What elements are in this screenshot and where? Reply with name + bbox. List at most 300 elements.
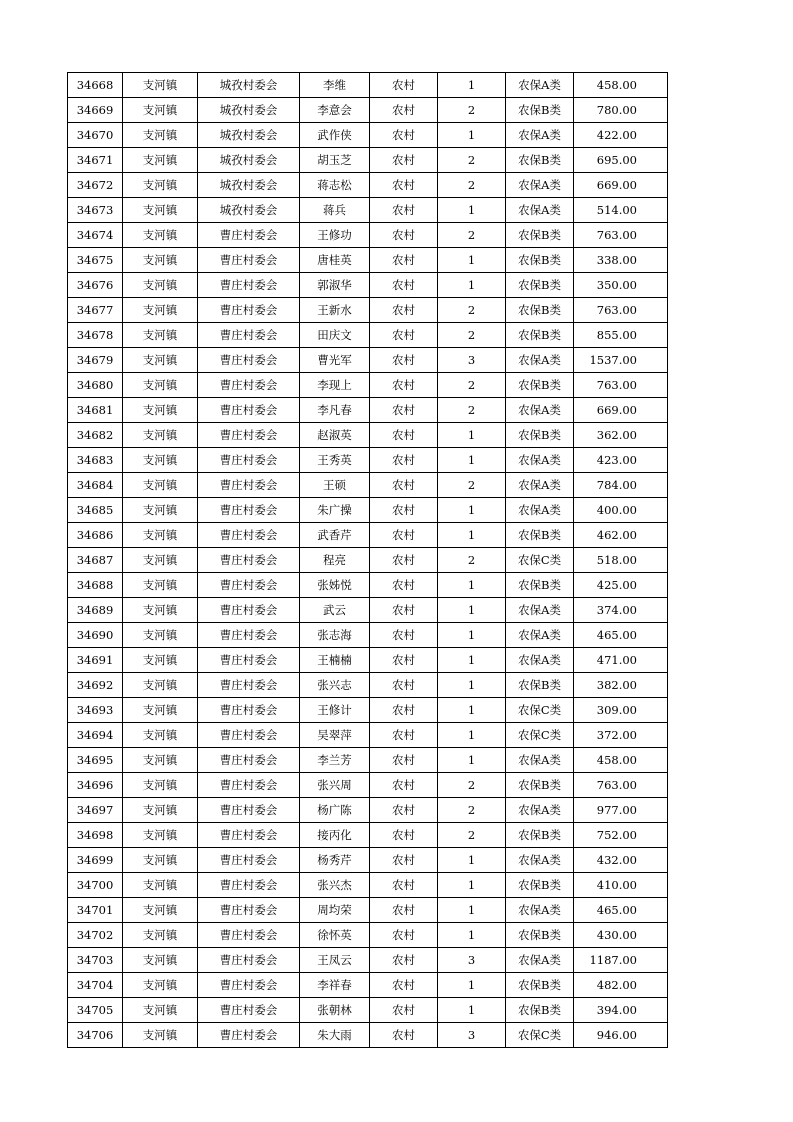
name-cell: 张兴志 [300, 673, 370, 698]
allowance-table [67, 72, 668, 1048]
area-type-cell: 农村 [370, 923, 438, 948]
insurance-category-cell: 农保A类 [506, 498, 574, 523]
table-row [68, 448, 668, 473]
village-committee-cell: 曹庄村委会 [198, 448, 300, 473]
area-type-cell: 农村 [370, 498, 438, 523]
village-committee-cell: 曹庄村委会 [198, 323, 300, 348]
insurance-category-cell: 农保B类 [506, 298, 574, 323]
area-type-cell: 农村 [370, 1023, 438, 1048]
table-row [68, 673, 668, 698]
amount-cell: 752.00 [574, 823, 668, 848]
name-cell: 吴翠萍 [300, 723, 370, 748]
household-size-cell: 1 [438, 448, 506, 473]
town-cell: 支河镇 [123, 823, 198, 848]
town-cell: 支河镇 [123, 598, 198, 623]
town-cell: 支河镇 [123, 573, 198, 598]
name-cell: 周均荣 [300, 898, 370, 923]
record-id-cell: 34691 [68, 648, 123, 673]
table-row [68, 548, 668, 573]
insurance-category-cell: 农保A类 [506, 73, 574, 98]
amount-cell: 514.00 [574, 198, 668, 223]
town-cell: 支河镇 [123, 373, 198, 398]
town-cell: 支河镇 [123, 673, 198, 698]
town-cell: 支河镇 [123, 773, 198, 798]
table-row [68, 848, 668, 873]
name-cell: 王楠楠 [300, 648, 370, 673]
village-committee-cell: 曹庄村委会 [198, 548, 300, 573]
amount-cell: 977.00 [574, 798, 668, 823]
household-size-cell: 1 [438, 423, 506, 448]
table-row [68, 598, 668, 623]
amount-cell: 780.00 [574, 98, 668, 123]
household-size-cell: 1 [438, 873, 506, 898]
household-size-cell: 2 [438, 823, 506, 848]
insurance-category-cell: 农保B类 [506, 523, 574, 548]
village-committee-cell: 曹庄村委会 [198, 373, 300, 398]
amount-cell: 432.00 [574, 848, 668, 873]
insurance-category-cell: 农保C类 [506, 548, 574, 573]
insurance-category-cell: 农保A类 [506, 398, 574, 423]
amount-cell: 855.00 [574, 323, 668, 348]
household-size-cell: 1 [438, 248, 506, 273]
town-cell: 支河镇 [123, 623, 198, 648]
record-id-cell: 34676 [68, 273, 123, 298]
table-row [68, 623, 668, 648]
area-type-cell: 农村 [370, 473, 438, 498]
village-committee-cell: 曹庄村委会 [198, 698, 300, 723]
name-cell: 李意会 [300, 98, 370, 123]
town-cell: 支河镇 [123, 398, 198, 423]
village-committee-cell: 曹庄村委会 [198, 248, 300, 273]
record-id-cell: 34693 [68, 698, 123, 723]
town-cell: 支河镇 [123, 698, 198, 723]
insurance-category-cell: 农保A类 [506, 948, 574, 973]
household-size-cell: 2 [438, 323, 506, 348]
town-cell: 支河镇 [123, 648, 198, 673]
insurance-category-cell: 农保B类 [506, 873, 574, 898]
town-cell: 支河镇 [123, 473, 198, 498]
village-committee-cell: 曹庄村委会 [198, 773, 300, 798]
area-type-cell: 农村 [370, 998, 438, 1023]
household-size-cell: 1 [438, 598, 506, 623]
village-committee-cell: 城孜村委会 [198, 148, 300, 173]
area-type-cell: 农村 [370, 373, 438, 398]
name-cell: 张志海 [300, 623, 370, 648]
village-committee-cell: 曹庄村委会 [198, 948, 300, 973]
record-id-cell: 34678 [68, 323, 123, 348]
area-type-cell: 农村 [370, 523, 438, 548]
table-row [68, 473, 668, 498]
insurance-category-cell: 农保B类 [506, 98, 574, 123]
village-committee-cell: 曹庄村委会 [198, 498, 300, 523]
area-type-cell: 农村 [370, 248, 438, 273]
record-id-cell: 34695 [68, 748, 123, 773]
area-type-cell: 农村 [370, 73, 438, 98]
name-cell: 王凤云 [300, 948, 370, 973]
table-row [68, 273, 668, 298]
record-id-cell: 34697 [68, 798, 123, 823]
table-row [68, 898, 668, 923]
record-id-cell: 34692 [68, 673, 123, 698]
name-cell: 田庆文 [300, 323, 370, 348]
table-row [68, 723, 668, 748]
amount-cell: 362.00 [574, 423, 668, 448]
amount-cell: 458.00 [574, 748, 668, 773]
record-id-cell: 34670 [68, 123, 123, 148]
table-row [68, 423, 668, 448]
insurance-category-cell: 农保A类 [506, 798, 574, 823]
record-id-cell: 34682 [68, 423, 123, 448]
amount-cell: 430.00 [574, 923, 668, 948]
name-cell: 蒋兵 [300, 198, 370, 223]
village-committee-cell: 城孜村委会 [198, 98, 300, 123]
name-cell: 朱广操 [300, 498, 370, 523]
record-id-cell: 34679 [68, 348, 123, 373]
town-cell: 支河镇 [123, 548, 198, 573]
name-cell: 赵淑英 [300, 423, 370, 448]
name-cell: 张朝林 [300, 998, 370, 1023]
record-id-cell: 34699 [68, 848, 123, 873]
table-row [68, 373, 668, 398]
amount-cell: 669.00 [574, 398, 668, 423]
record-id-cell: 34705 [68, 998, 123, 1023]
area-type-cell: 农村 [370, 223, 438, 248]
village-committee-cell: 曹庄村委会 [198, 823, 300, 848]
insurance-category-cell: 农保B类 [506, 148, 574, 173]
name-cell: 张兴周 [300, 773, 370, 798]
name-cell: 蒋志松 [300, 173, 370, 198]
record-id-cell: 34672 [68, 173, 123, 198]
insurance-category-cell: 农保A类 [506, 448, 574, 473]
insurance-category-cell: 农保C类 [506, 1023, 574, 1048]
table-row [68, 998, 668, 1023]
amount-cell: 482.00 [574, 973, 668, 998]
amount-cell: 669.00 [574, 173, 668, 198]
village-committee-cell: 曹庄村委会 [198, 748, 300, 773]
area-type-cell: 农村 [370, 973, 438, 998]
town-cell: 支河镇 [123, 998, 198, 1023]
area-type-cell: 农村 [370, 823, 438, 848]
household-size-cell: 2 [438, 298, 506, 323]
household-size-cell: 1 [438, 198, 506, 223]
town-cell: 支河镇 [123, 123, 198, 148]
area-type-cell: 农村 [370, 623, 438, 648]
area-type-cell: 农村 [370, 273, 438, 298]
record-id-cell: 34698 [68, 823, 123, 848]
area-type-cell: 农村 [370, 748, 438, 773]
name-cell: 胡玉芝 [300, 148, 370, 173]
area-type-cell: 农村 [370, 348, 438, 373]
household-size-cell: 3 [438, 948, 506, 973]
table-row [68, 123, 668, 148]
town-cell: 支河镇 [123, 923, 198, 948]
amount-cell: 518.00 [574, 548, 668, 573]
insurance-category-cell: 农保A类 [506, 848, 574, 873]
amount-cell: 309.00 [574, 698, 668, 723]
household-size-cell: 1 [438, 673, 506, 698]
name-cell: 王修计 [300, 698, 370, 723]
area-type-cell: 农村 [370, 948, 438, 973]
table-row [68, 798, 668, 823]
household-size-cell: 1 [438, 498, 506, 523]
household-size-cell: 1 [438, 123, 506, 148]
insurance-category-cell: 农保B类 [506, 373, 574, 398]
town-cell: 支河镇 [123, 248, 198, 273]
household-size-cell: 1 [438, 748, 506, 773]
amount-cell: 465.00 [574, 898, 668, 923]
household-size-cell: 1 [438, 923, 506, 948]
amount-cell: 425.00 [574, 573, 668, 598]
table-row [68, 823, 668, 848]
record-id-cell: 34696 [68, 773, 123, 798]
insurance-category-cell: 农保B类 [506, 423, 574, 448]
name-cell: 杨秀芹 [300, 848, 370, 873]
village-committee-cell: 曹庄村委会 [198, 973, 300, 998]
record-id-cell: 34694 [68, 723, 123, 748]
amount-cell: 382.00 [574, 673, 668, 698]
area-type-cell: 农村 [370, 173, 438, 198]
name-cell: 王硕 [300, 473, 370, 498]
area-type-cell: 农村 [370, 673, 438, 698]
town-cell: 支河镇 [123, 798, 198, 823]
amount-cell: 394.00 [574, 998, 668, 1023]
record-id-cell: 34683 [68, 448, 123, 473]
town-cell: 支河镇 [123, 948, 198, 973]
table-row [68, 973, 668, 998]
household-size-cell: 2 [438, 173, 506, 198]
town-cell: 支河镇 [123, 848, 198, 873]
town-cell: 支河镇 [123, 723, 198, 748]
name-cell: 王秀英 [300, 448, 370, 473]
name-cell: 张姊悦 [300, 573, 370, 598]
record-id-cell: 34675 [68, 248, 123, 273]
village-committee-cell: 曹庄村委会 [198, 273, 300, 298]
name-cell: 王修功 [300, 223, 370, 248]
household-size-cell: 1 [438, 648, 506, 673]
town-cell: 支河镇 [123, 423, 198, 448]
insurance-category-cell: 农保B类 [506, 673, 574, 698]
insurance-category-cell: 农保B类 [506, 573, 574, 598]
insurance-category-cell: 农保A类 [506, 598, 574, 623]
name-cell: 杨广陈 [300, 798, 370, 823]
town-cell: 支河镇 [123, 1023, 198, 1048]
amount-cell: 471.00 [574, 648, 668, 673]
household-size-cell: 2 [438, 373, 506, 398]
town-cell: 支河镇 [123, 873, 198, 898]
village-committee-cell: 城孜村委会 [198, 73, 300, 98]
record-id-cell: 34686 [68, 523, 123, 548]
village-committee-cell: 曹庄村委会 [198, 398, 300, 423]
name-cell: 王新水 [300, 298, 370, 323]
record-id-cell: 34704 [68, 973, 123, 998]
area-type-cell: 农村 [370, 648, 438, 673]
table-row [68, 923, 668, 948]
area-type-cell: 农村 [370, 148, 438, 173]
village-committee-cell: 曹庄村委会 [198, 798, 300, 823]
village-committee-cell: 曹庄村委会 [198, 298, 300, 323]
table-row [68, 498, 668, 523]
name-cell: 曹光军 [300, 348, 370, 373]
amount-cell: 422.00 [574, 123, 668, 148]
table-row [68, 223, 668, 248]
household-size-cell: 1 [438, 998, 506, 1023]
area-type-cell: 农村 [370, 723, 438, 748]
insurance-category-cell: 农保B类 [506, 998, 574, 1023]
amount-cell: 465.00 [574, 623, 668, 648]
name-cell: 程亮 [300, 548, 370, 573]
insurance-category-cell: 农保C类 [506, 723, 574, 748]
amount-cell: 763.00 [574, 298, 668, 323]
village-committee-cell: 曹庄村委会 [198, 673, 300, 698]
record-id-cell: 34689 [68, 598, 123, 623]
insurance-category-cell: 农保B类 [506, 323, 574, 348]
insurance-category-cell: 农保B类 [506, 273, 574, 298]
town-cell: 支河镇 [123, 323, 198, 348]
village-committee-cell: 曹庄村委会 [198, 348, 300, 373]
amount-cell: 372.00 [574, 723, 668, 748]
insurance-category-cell: 农保A类 [506, 348, 574, 373]
town-cell: 支河镇 [123, 98, 198, 123]
village-committee-cell: 城孜村委会 [198, 123, 300, 148]
area-type-cell: 农村 [370, 848, 438, 873]
table-row [68, 98, 668, 123]
insurance-category-cell: 农保A类 [506, 123, 574, 148]
insurance-category-cell: 农保A类 [506, 748, 574, 773]
record-id-cell: 34668 [68, 73, 123, 98]
household-size-cell: 3 [438, 348, 506, 373]
town-cell: 支河镇 [123, 173, 198, 198]
area-type-cell: 农村 [370, 123, 438, 148]
household-size-cell: 2 [438, 473, 506, 498]
table-row [68, 698, 668, 723]
household-size-cell: 2 [438, 148, 506, 173]
record-id-cell: 34700 [68, 873, 123, 898]
town-cell: 支河镇 [123, 973, 198, 998]
area-type-cell: 农村 [370, 548, 438, 573]
village-committee-cell: 曹庄村委会 [198, 873, 300, 898]
village-committee-cell: 曹庄村委会 [198, 848, 300, 873]
table-row [68, 73, 668, 98]
table-row [68, 298, 668, 323]
village-committee-cell: 曹庄村委会 [198, 598, 300, 623]
record-id-cell: 34674 [68, 223, 123, 248]
town-cell: 支河镇 [123, 348, 198, 373]
name-cell: 张兴杰 [300, 873, 370, 898]
name-cell: 李祥春 [300, 973, 370, 998]
record-id-cell: 34702 [68, 923, 123, 948]
insurance-category-cell: 农保B类 [506, 248, 574, 273]
household-size-cell: 2 [438, 773, 506, 798]
amount-cell: 338.00 [574, 248, 668, 273]
household-size-cell: 2 [438, 798, 506, 823]
village-committee-cell: 曹庄村委会 [198, 423, 300, 448]
household-size-cell: 1 [438, 698, 506, 723]
record-id-cell: 34684 [68, 473, 123, 498]
insurance-category-cell: 农保A类 [506, 898, 574, 923]
household-size-cell: 1 [438, 73, 506, 98]
insurance-category-cell: 农保B类 [506, 773, 574, 798]
village-committee-cell: 城孜村委会 [198, 173, 300, 198]
village-committee-cell: 城孜村委会 [198, 198, 300, 223]
town-cell: 支河镇 [123, 448, 198, 473]
area-type-cell: 农村 [370, 423, 438, 448]
town-cell: 支河镇 [123, 298, 198, 323]
table-row [68, 948, 668, 973]
table-row [68, 748, 668, 773]
table-row [68, 248, 668, 273]
amount-cell: 763.00 [574, 223, 668, 248]
village-committee-cell: 曹庄村委会 [198, 723, 300, 748]
amount-cell: 350.00 [574, 273, 668, 298]
insurance-category-cell: 农保B类 [506, 973, 574, 998]
town-cell: 支河镇 [123, 498, 198, 523]
village-committee-cell: 曹庄村委会 [198, 1023, 300, 1048]
name-cell: 郭淑华 [300, 273, 370, 298]
insurance-category-cell: 农保B类 [506, 823, 574, 848]
table-row [68, 148, 668, 173]
area-type-cell: 农村 [370, 873, 438, 898]
name-cell: 李兰芳 [300, 748, 370, 773]
village-committee-cell: 曹庄村委会 [198, 523, 300, 548]
area-type-cell: 农村 [370, 323, 438, 348]
amount-cell: 374.00 [574, 598, 668, 623]
amount-cell: 946.00 [574, 1023, 668, 1048]
household-size-cell: 1 [438, 898, 506, 923]
village-committee-cell: 曹庄村委会 [198, 573, 300, 598]
record-id-cell: 34701 [68, 898, 123, 923]
village-committee-cell: 曹庄村委会 [198, 998, 300, 1023]
area-type-cell: 农村 [370, 573, 438, 598]
insurance-category-cell: 农保A类 [506, 623, 574, 648]
table-row [68, 398, 668, 423]
record-id-cell: 34690 [68, 623, 123, 648]
household-size-cell: 1 [438, 623, 506, 648]
town-cell: 支河镇 [123, 523, 198, 548]
record-id-cell: 34677 [68, 298, 123, 323]
record-id-cell: 34681 [68, 398, 123, 423]
household-size-cell: 1 [438, 523, 506, 548]
household-size-cell: 1 [438, 573, 506, 598]
name-cell: 李维 [300, 73, 370, 98]
name-cell: 接丙化 [300, 823, 370, 848]
household-size-cell: 3 [438, 1023, 506, 1048]
table-row [68, 1023, 668, 1048]
town-cell: 支河镇 [123, 273, 198, 298]
table-row [68, 198, 668, 223]
village-committee-cell: 曹庄村委会 [198, 473, 300, 498]
name-cell: 李凡春 [300, 398, 370, 423]
table-row [68, 873, 668, 898]
area-type-cell: 农村 [370, 798, 438, 823]
amount-cell: 458.00 [574, 73, 668, 98]
record-id-cell: 34706 [68, 1023, 123, 1048]
table-row [68, 773, 668, 798]
area-type-cell: 农村 [370, 598, 438, 623]
name-cell: 唐桂英 [300, 248, 370, 273]
amount-cell: 1187.00 [574, 948, 668, 973]
household-size-cell: 1 [438, 973, 506, 998]
name-cell: 李现上 [300, 373, 370, 398]
amount-cell: 695.00 [574, 148, 668, 173]
area-type-cell: 农村 [370, 698, 438, 723]
table-row [68, 648, 668, 673]
household-size-cell: 1 [438, 273, 506, 298]
insurance-category-cell: 农保C类 [506, 698, 574, 723]
town-cell: 支河镇 [123, 223, 198, 248]
insurance-category-cell: 农保A类 [506, 473, 574, 498]
household-size-cell: 2 [438, 398, 506, 423]
table-body [68, 73, 668, 1048]
